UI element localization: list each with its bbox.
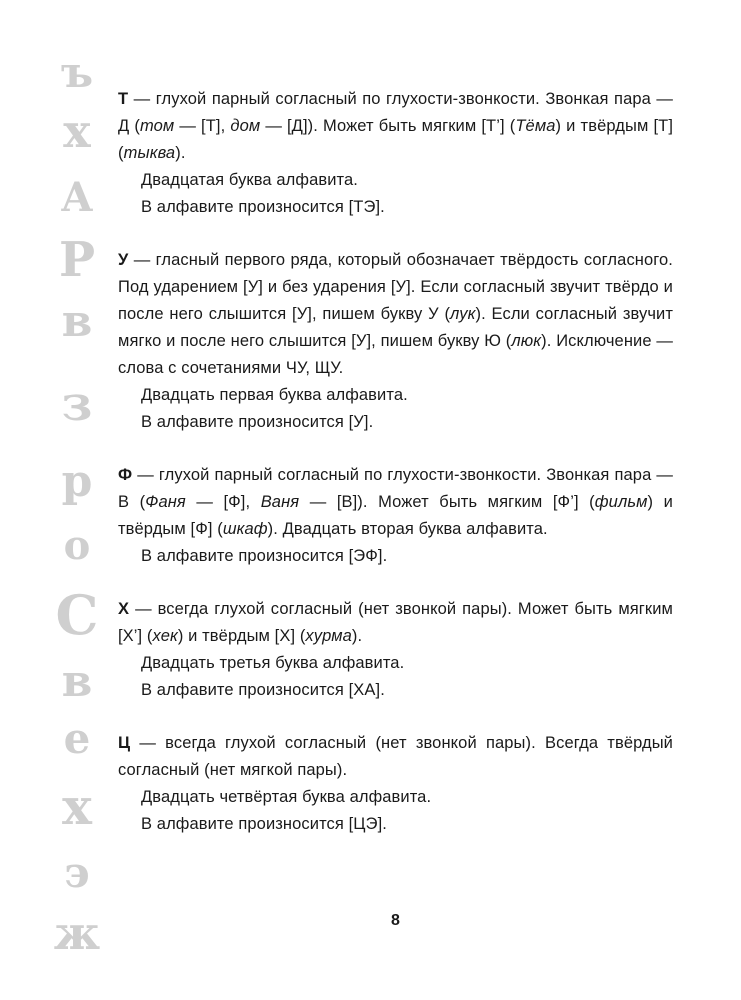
decorative-letter: э [64, 848, 90, 897]
letter-entry [118, 596, 673, 704]
letter-entry [118, 86, 673, 221]
page-number: 8 [391, 912, 400, 929]
entry-letter: Ф [118, 466, 133, 484]
letter-entry [118, 730, 673, 838]
entry-definition [118, 247, 673, 382]
entry-letter: Ц [118, 734, 131, 752]
entry-definition [118, 596, 673, 650]
decorative-letter: о [63, 522, 91, 569]
decorative-letter: С [55, 583, 99, 647]
decorative-letter: х [62, 777, 92, 836]
letter-entry [118, 462, 673, 570]
entry-ordinal: Двадцатая буква алфавита. [141, 171, 358, 189]
entry-pronunciation: В алфавите произносится [У]. [141, 413, 374, 431]
entry-letter: Х [118, 600, 130, 618]
decorative-letter: в [61, 296, 93, 347]
decorative-letter: х [63, 104, 91, 158]
decorative-letter: Р [58, 232, 96, 288]
page-content [118, 86, 673, 864]
definition-text: — всегда глухой согласный (нет звонкой пары). Может быть мягким [Х’] (хек) и твёрдым [Х] (хурма). [118, 600, 673, 645]
entry-ordinal: Двадцать первая буква алфавита. [141, 386, 408, 404]
entry-definition [118, 462, 673, 543]
entry-definition [118, 86, 673, 167]
decorative-letter: в [61, 656, 93, 707]
entry-pronunciation: В алфавите произносится [ХА]. [141, 681, 385, 699]
decorative-letter: ж [53, 906, 101, 960]
letter-entry [118, 247, 673, 436]
decorative-letter: з [61, 376, 93, 432]
decorative-letter: е [63, 714, 91, 763]
entry-definition [118, 730, 673, 784]
entry-ordinal: Двадцать четвёртая буква алфавита. [141, 788, 432, 806]
decorative-letter: А [60, 174, 94, 221]
entry-ordinal: Двадцать третья буква алфавита. [141, 654, 405, 672]
entry-letter: У [118, 251, 129, 269]
decorative-letter: ъ [60, 48, 94, 97]
definition-text: — глухой парный согласный по глухости-звонкости. Звонкая пара — В (Фаня — [Ф], Ваня — [В]). Может быть мягким [Ф’] (фильм) и твёрдым [Ф] (шкаф). Двадцать вторая буква алфавита. [118, 466, 673, 538]
definition-text: — гласный первого ряда, который обозначает твёрдость согласного. Под ударением [У] и без ударения [У]. Если согласный звучит твёрдо и после него слышится [У], пишем букву У (лук). Если согласный звучит мягко и после него слышится [У], пишем букву Ю (люк). Исключение — слова с сочетаниями ЧУ, ЩУ. [118, 251, 674, 377]
definition-text: — глухой парный согласный по глухости-звонкости. Звонкая пара — Д (том — [Т], дом — [Д]). Может быть мягким [Т’] (Тёма) и твёрдым [Т] (тыква). [118, 90, 674, 162]
decorative-letter: р [61, 456, 93, 507]
entry-letter: Т [118, 90, 129, 108]
entry-pronunciation: В алфавите произносится [ЦЭ]. [141, 815, 387, 833]
decorative-letter-strip [0, 0, 110, 1000]
entry-pronunciation: В алфавите произносится [ЭФ]. [141, 547, 388, 565]
entry-pronunciation: В алфавите произносится [ТЭ]. [141, 198, 385, 216]
definition-text: — всегда глухой согласный (нет звонкой пары). Всегда твёрдый согласный (нет мягкой пары). [118, 734, 673, 779]
